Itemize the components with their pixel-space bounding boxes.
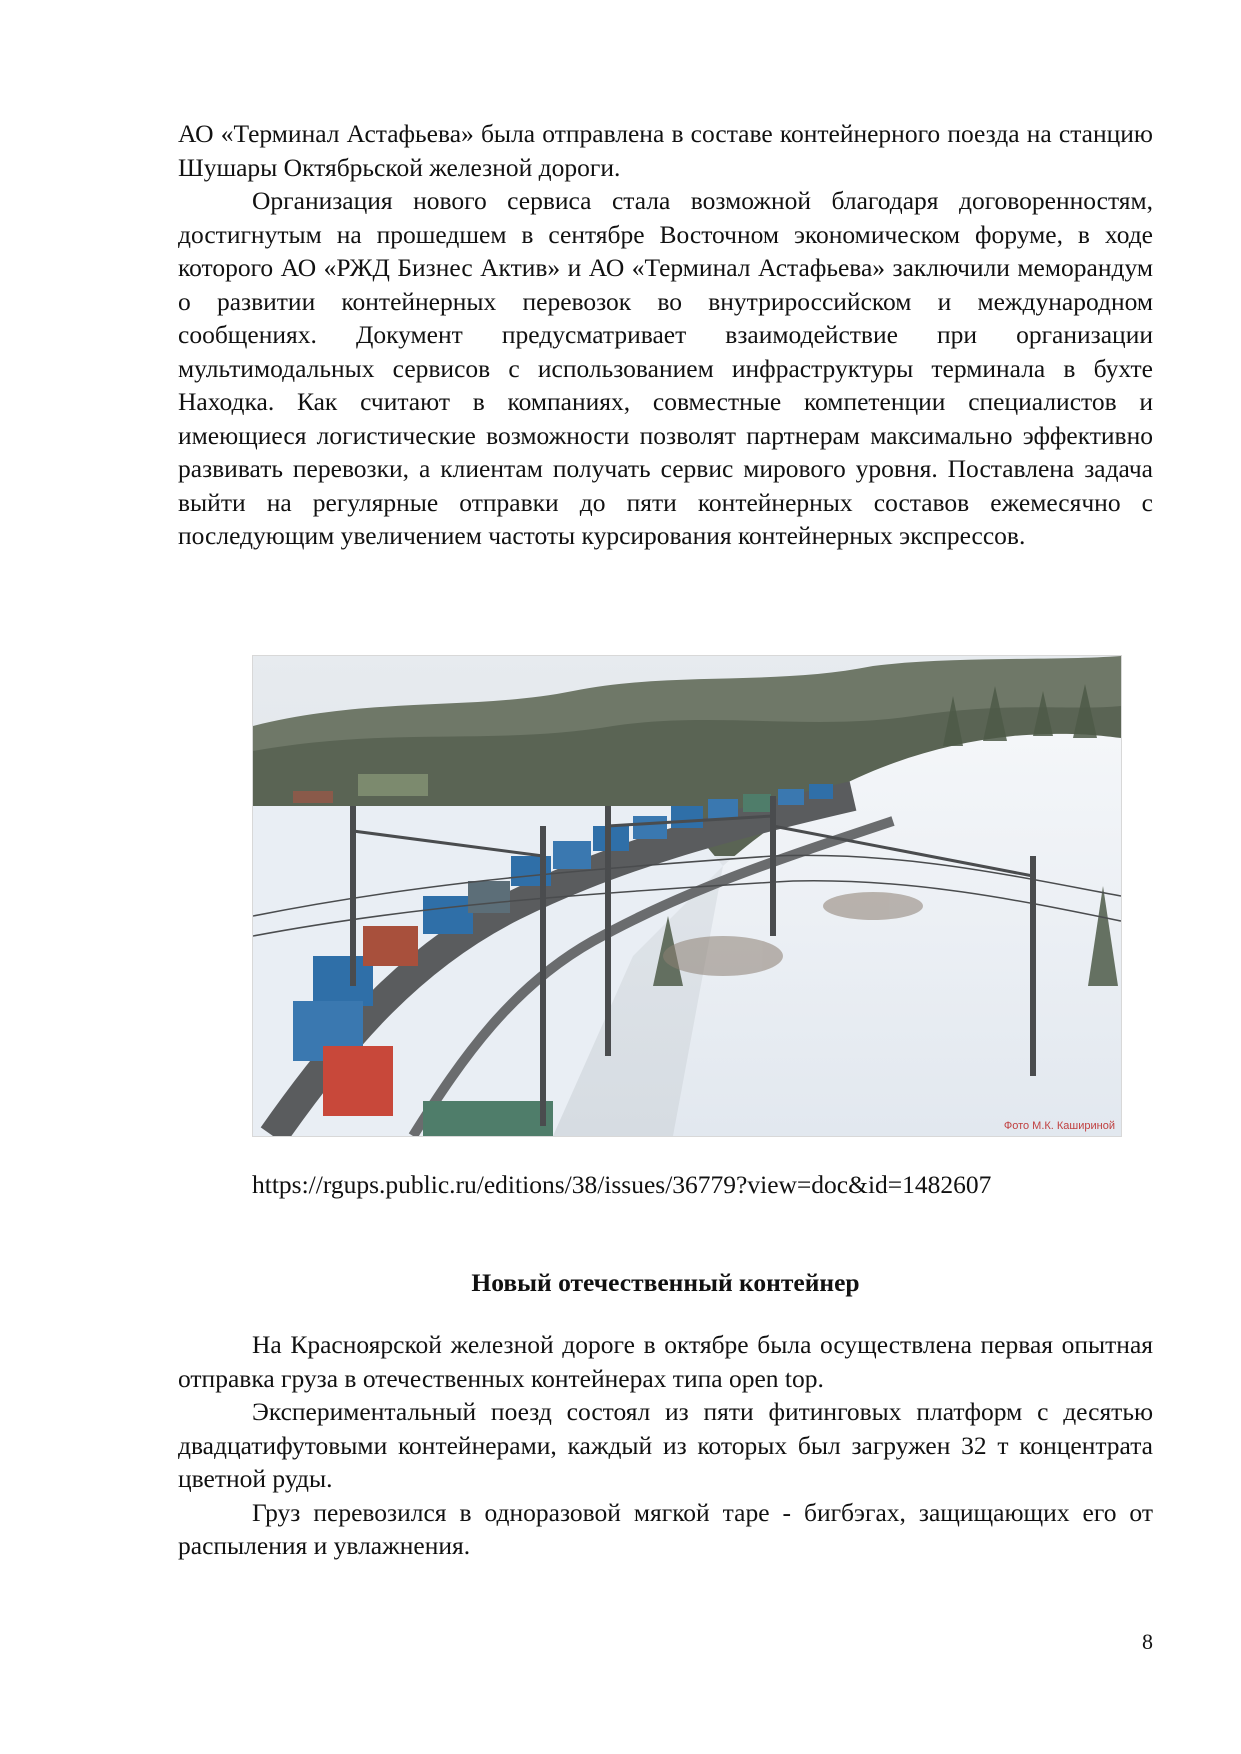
train-photo [252, 655, 1122, 1137]
page-number: 8 [1142, 1629, 1153, 1654]
photo-credit: Фото М.К. Кашириной [1003, 1120, 1115, 1132]
body-text-top [178, 117, 1153, 553]
paragraph-bigbags: Груз перевозился в одноразовой мягкой таре - бигбэгах, защищающих его от распыления и увлажнения. [178, 1497, 1153, 1560]
paragraph-continuation: АО «Терминал Астафьева» была отправлена в составе контейнерного поезда на станцию Шушары Октябрьской железной дороги. [178, 119, 1153, 182]
container-train-winter-image [253, 656, 1121, 1136]
paragraph-experimental-train: Экспериментальный поезд состоял из пяти фитинговых платформ с десятью двадцатифутовыми контейнерами, каждый из которых был загружен 32 т концентрата цветной руды. [178, 1397, 1153, 1493]
paragraph-memorandum: Организация нового сервиса стала возможной благодаря договоренностям, достигнутым на прошедшем в сентябре Восточном экономическом форуме, в ходе которого АО «РЖД Бизнес Актив» и АО «Терминал Астафьева» заключили меморандум о развитии контейнерных перевозок во внутрироссийском и международном сообщениях. Документ предусматривает взаимодействие при организации мультимодальных сервисов с использованием инфраструктуры терминала в бухте Находка. Как считают в компаниях, совместные компетенции специалистов и имеющиеся логистические возможности позволят партнерам максимально эффективно развивать перевозки, а клиентам получать сервис мирового уровня. Поставлена задача выйти на регулярные отправки до пяти контейнерных составов ежемесячно с последующим увеличением частоты курсирования контейнерных экспрессов. [178, 186, 1153, 550]
body-text-bottom [178, 1328, 1153, 1563]
section-heading: Новый отечественный контейнер [471, 1268, 860, 1297]
figure-source-link[interactable]: https://rgups.public.ru/editions/38/issues/36779?view=doc&id=1482607 [252, 1170, 992, 1199]
paragraph-first-shipment: На Красноярской железной дороге в октябре была осуществлена первая опытная отправка груза в отечественных контейнерах типа open top. [178, 1330, 1153, 1393]
